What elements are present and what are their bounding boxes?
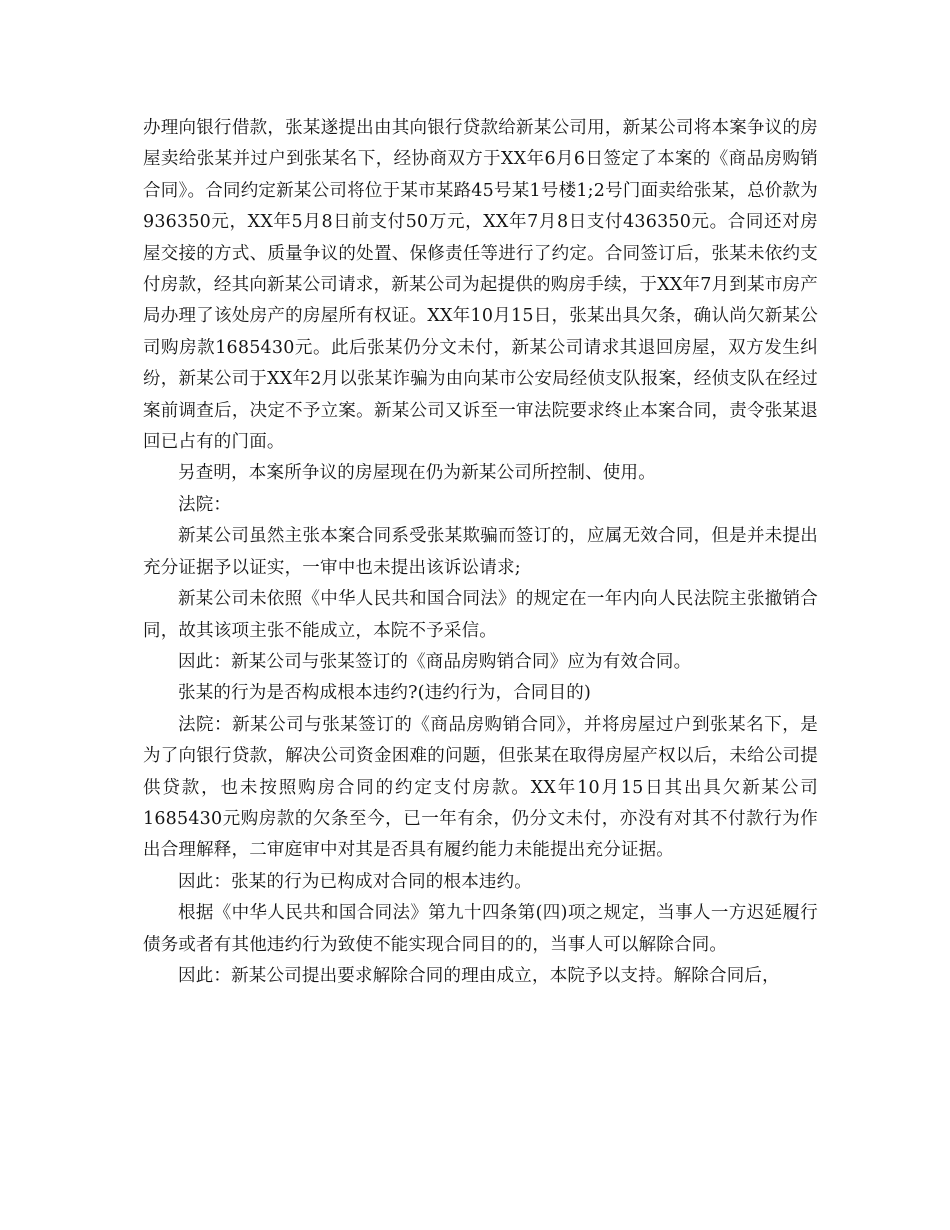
document-body — [143, 113, 818, 992]
paragraph-legal-basis: 根据《中华人民共和国合同法》第九十四条第(四)项之规定，当事人一方迟延履行债务或者有其他违约行为致使不能实现合同目的的，当事人可以解除合同。 — [143, 903, 818, 955]
paragraph-conclusion-valid-contract: 因此：新某公司与张某签订的《商品房购销合同》应为有效合同。 — [178, 651, 692, 672]
paragraph-court-breach-analysis: 法院：新某公司与张某签订的《商品房购销合同》，并将房屋过户到张某名下，是为了向银行贷款，解决公司资金困难的问题，但张某在取得房屋产权以后，未给公司提供贷款，也未按照购房合同的约定支付房款。XX年10月15日其出具欠新某公司1685430元购房款的欠条至今，已一年有余，仍分文未付，亦没有对其不付款行为作出合理解释，二审庭审中对其是否具有履约能力未能提出充分证据。 — [143, 714, 818, 861]
paragraph-conclusion-termination: 因此：新某公司提出要求解除合同的理由成立，本院予以支持。解除合同后， — [178, 965, 780, 986]
paragraph-further-finding: 另查明，本案所争议的房屋现在仍为新某公司所控制、使用。 — [178, 463, 656, 484]
paragraph-issue-breach: 张某的行为是否构成根本违约?(违约行为，合同目的) — [178, 683, 592, 704]
paragraph-court-reasoning-1: 新某公司虽然主张本案合同系受张某欺骗而签订的，应属无效合同，但是并未提出充分证据予以证实，一审中也未提出该诉讼请求; — [143, 526, 818, 578]
paragraph-conclusion-breach: 因此：张某的行为已构成对合同的根本违约。 — [178, 871, 532, 892]
paragraph-court-reasoning-2: 新某公司未依照《中华人民共和国合同法》的规定在一年内向人民法院主张撤销合同，故其该项主张不能成立，本院不予采信。 — [143, 589, 818, 641]
paragraph-case-facts: 办理向银行借款，张某遂提出由其向银行贷款给新某公司用，新某公司将本案争议的房屋卖给张某并过户到张某名下，经协商双方于XX年6月6日签定了本案的《商品房购销合同》。合同约定新某公司将位于某市某路45号某1号楼1;2号门面卖给张某，总价款为936350元，XX年5月8日前支付50万元，XX年7月8日支付436350元。合同还对房屋交接的方式、质量争议的处置、保修责任等进行了约定。合同签订后，张某未依约支付房款，经其向新某公司请求，新某公司为起提供的购房手续，于XX年7月到某市房产局办理了该处房产的房屋所有权证。XX年10月15日，张某出具欠条，确认尚欠新某公司购房款1685430元。此后张某仍分文未付，新某公司请求其退回房屋，双方发生纠纷，新某公司于XX年2月以张某诈骗为由向某市公安局经侦支队报案，经侦支队在经过案前调查后，决定不予立案。新某公司又诉至一审法院要求终止本案合同，责令张某退回已占有的门面。 — [143, 118, 818, 453]
paragraph-court-heading: 法院： — [178, 494, 232, 515]
